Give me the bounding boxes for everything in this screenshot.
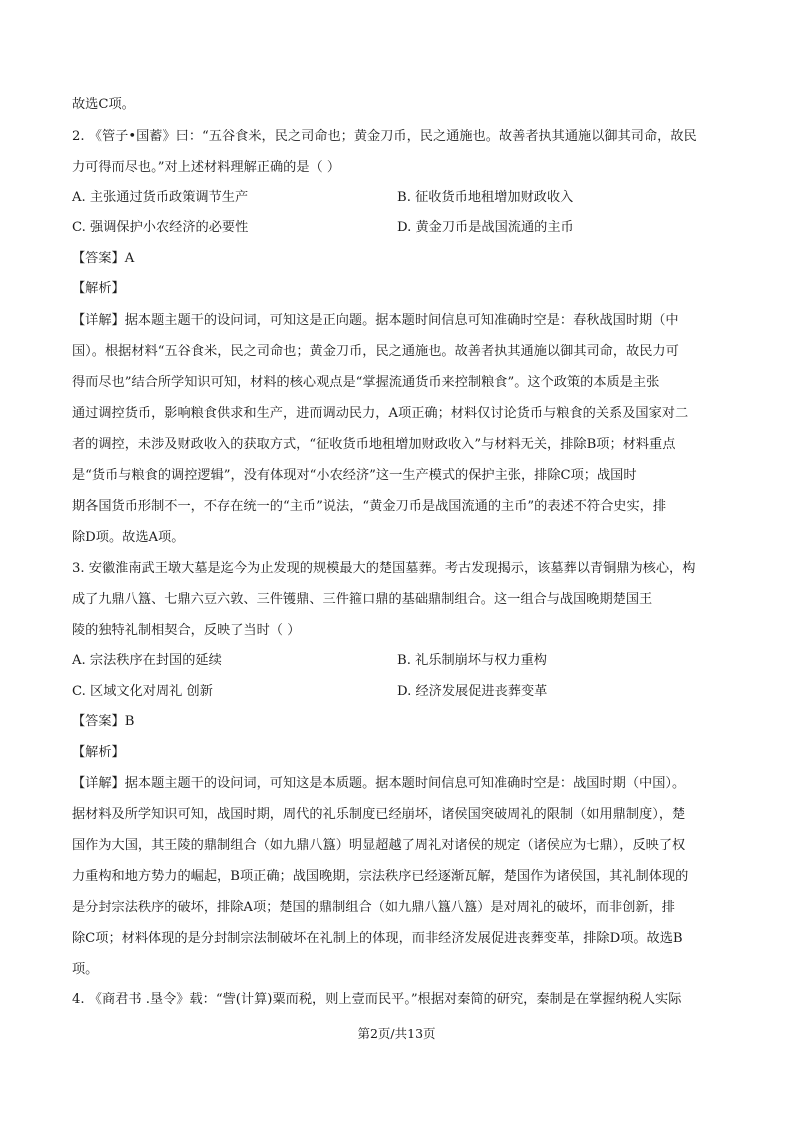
page-footer: 第2页/共13页 <box>357 1026 436 1041</box>
detail-line: 得而尽也”结合所学知识可知，材料的核心观点是“掌握流通货币来控制粮食”。这个政策的本质是主张 <box>72 374 660 390</box>
document-page <box>72 90 722 1016</box>
detail-line: 【详解】据本题主题干的设问词，可知这是正向题。据本题时间信息可知准确时空是：春秋战国时期（中 <box>72 312 679 328</box>
detail-line: 力重构和地方势力的崛起，B项正确；战国晚期，宗法秩序已经逐渐瓦解，楚国作为诸侯国，其礼制体现的 <box>72 869 689 885</box>
answer-label: 【答案】B <box>72 714 135 730</box>
stem-line: 陵的独特礼制相契合，反映了当时（ ） <box>72 622 301 638</box>
stem-line: 3. 安徽淮南武王墩大墓是迄今为止发现的规模最大的楚国墓葬。考古发现揭示，该墓葬以青铜鼎为核心，构 <box>72 560 696 576</box>
detail-line: 是分封宗法秩序的破坏，排除A项；楚国的鼎制组合（如九鼎八簋八簋）是对周礼的破坏，而非创新，排 <box>72 900 675 916</box>
option-a: A. 主张通过货币政策调节生产 <box>72 189 249 205</box>
detail-line: 据材料及所学知识可知，战国时期，周代的礼乐制度已经崩坏，诸侯国突破周礼的限制（如用鼎制度），楚 <box>72 807 686 823</box>
question-2 <box>72 121 722 553</box>
options-row <box>72 213 722 244</box>
detail-line: 除C项；材料体现的是分封制宗法制破坏在礼制上的体现，而非经济发展促进丧葬变革，排除D项。故选B <box>72 931 683 947</box>
option-d: D. 黄金刀币是战国流通的主币 <box>397 220 574 236</box>
options-row <box>72 183 722 214</box>
stem-line: 成了九鼎八簋、七鼎六豆六敦、三件镬鼎、三件箍口鼎的基础鼎制组合。这一组合与战国晚期楚国王 <box>72 591 653 607</box>
analysis-label: 【解析】 <box>72 744 125 760</box>
option-b: B. 礼乐制崩坏与权力重构 <box>397 652 547 668</box>
option-a: A. 宗法秩序在封国的延续 <box>72 652 222 668</box>
lead-line: 故选C项。 <box>72 97 135 112</box>
options-row <box>72 646 722 677</box>
detail-line: 项。 <box>72 962 99 978</box>
analysis-label: 【解析】 <box>72 281 125 297</box>
options-row <box>72 677 722 708</box>
answer-label: 【答案】A <box>72 250 135 266</box>
question-3-stem <box>72 553 722 646</box>
question-4-stem: 4. 《商君书 .垦令》载：“訾(计算)粟而税，则上壹而民平。”根据对秦简的研究，秦制是在掌握纳税人实际 <box>72 992 682 1008</box>
detail-text <box>72 305 722 553</box>
option-c: C. 区域文化对周礼 创新 <box>72 683 213 699</box>
detail-line: 除D项。故选A项。 <box>72 529 185 545</box>
detail-line: 通过调控货币，影响粮食供求和生产，进而调动民力，A项正确；材料仅讨论货币与粮食的关系及国家对二 <box>72 405 689 421</box>
detail-line: 国作为大国，其王陵的鼎制组合（如九鼎八簋）明显超越了周礼对诸侯的规定（诸侯应为七鼎），反映了权 <box>72 838 686 854</box>
detail-text <box>72 768 722 985</box>
detail-line: 【详解】据本题主题干的设问词，可知这是本质题。据本题时间信息可知准确时空是：战国时期（中国）。 <box>72 776 686 792</box>
stem-line: 2. 《管子•国蓄》曰：“五谷食米，民之司命也；黄金刀币，民之通施也。故善者执其通施以御其司命，故民 <box>72 128 697 144</box>
option-b: B. 征收货币地租增加财政收入 <box>397 189 574 205</box>
detail-line: 期各国货币形制不一，不存在统一的“主币”说法，“黄金刀币是战国流通的主币”的表述不符合史实，排 <box>72 498 667 514</box>
detail-line: 者的调控，未涉及财政收入的获取方式，“征收货币地租增加财政收入”与材料无关，排除B项；材料重点 <box>72 436 676 452</box>
option-d: D. 经济发展促进丧葬变革 <box>397 683 548 699</box>
option-c: C. 强调保护小农经济的必要性 <box>72 220 249 236</box>
detail-line: 国）。根据材料“五谷食米，民之司命也；黄金刀币，民之通施也。故善者执其通施以御其司命，故民力可 <box>72 343 679 359</box>
detail-line: 是“货币与粮食的调控逻辑”，没有体现对“小农经济”这一生产模式的保护主张，排除C项；战国时 <box>72 467 637 483</box>
stem-line: 力可得而尽也。”对上述材料理解正确的是（ ） <box>72 159 341 175</box>
question-2-stem <box>72 121 722 183</box>
question-3 <box>72 553 722 985</box>
